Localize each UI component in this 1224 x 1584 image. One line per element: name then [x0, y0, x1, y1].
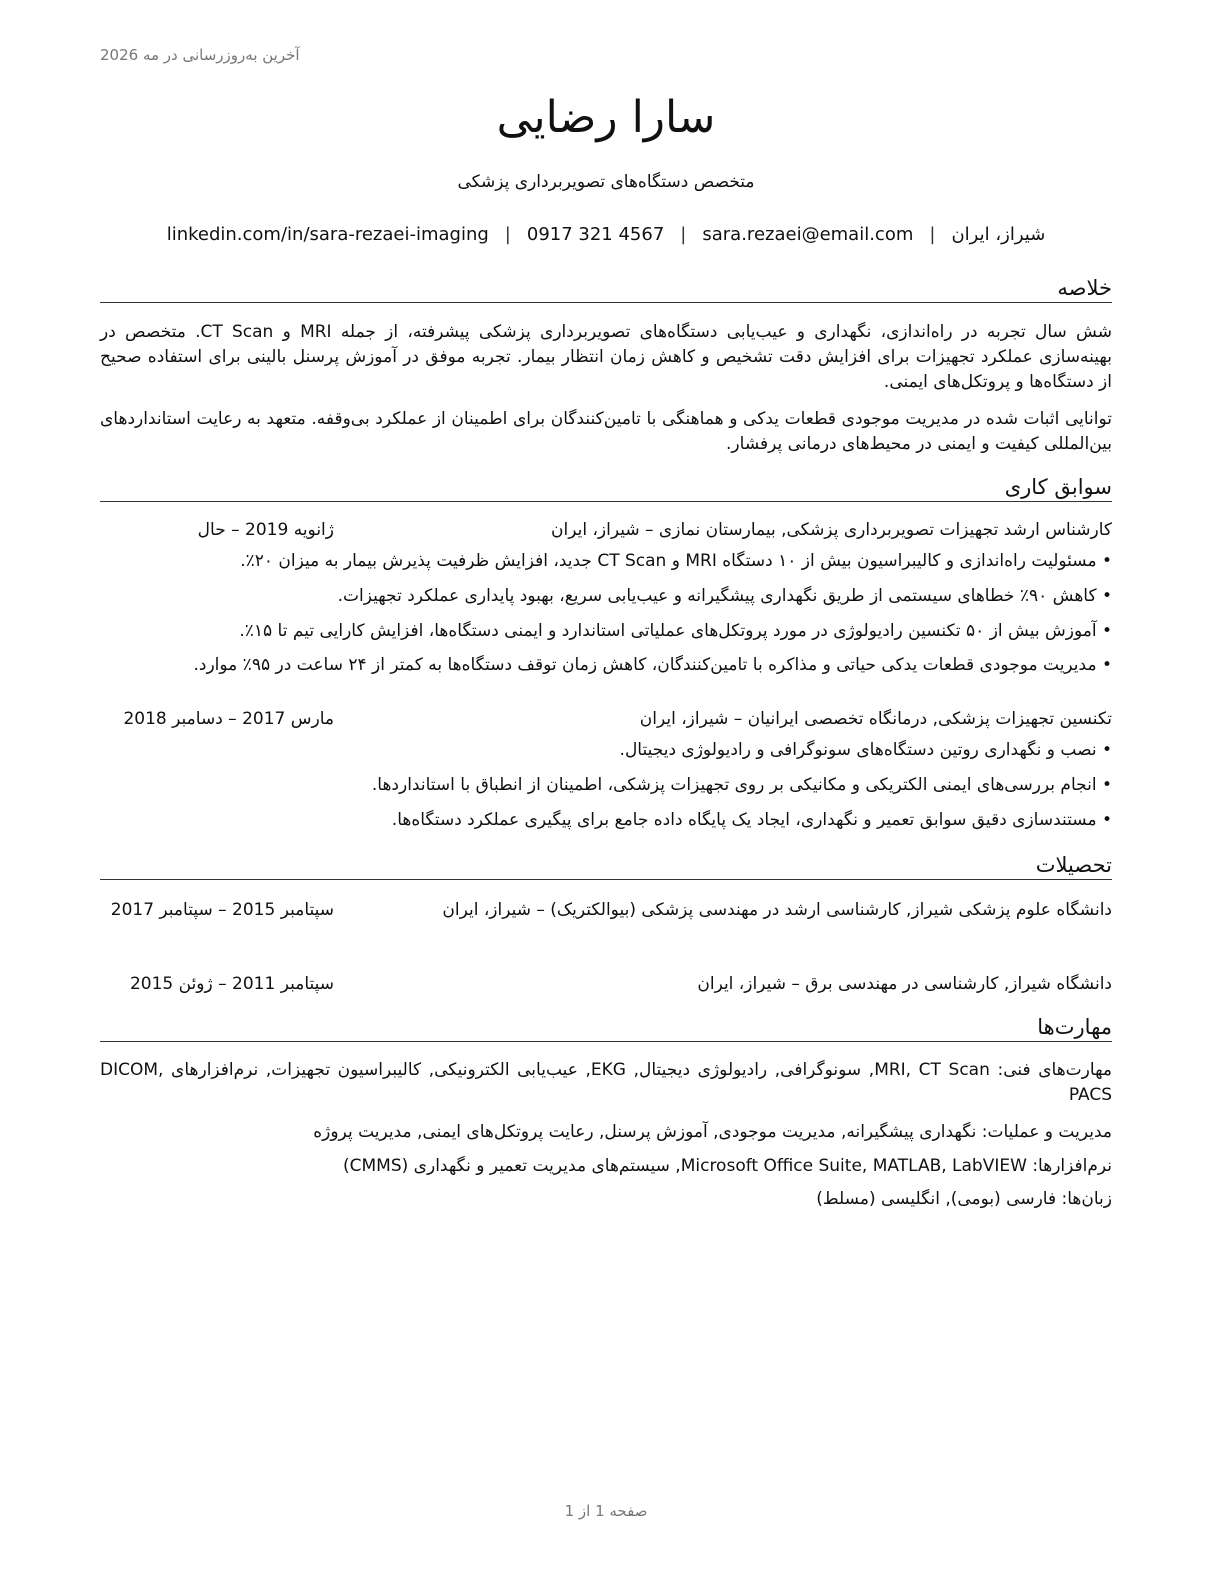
contact-line — [100, 224, 1112, 245]
job-title: تکنسین تجهیزات پزشکی, درمانگاه تخصصی ایرانیان – شیراز، ایران — [639, 709, 1112, 729]
education-dates: سپتامبر 2011 – ژوئن 2015 — [129, 974, 334, 994]
education-heading: تحصیلات — [100, 853, 1112, 880]
job-bullet: • انجام بررسی‌های ایمنی الکتریکی و مکانیکی بر روی تجهیزات پزشکی، اطمینان از انطباق با استانداردها. — [371, 775, 1112, 795]
skills-line: نرم‌افزارها: Microsoft Office Suite, MATLAB, LabVIEW, سیستم‌های مدیریت تعمیر و نگهداری (CMMS) — [343, 1156, 1112, 1176]
resume-page — [100, 0, 1112, 1584]
summary-heading: خلاصه — [100, 276, 1112, 303]
contact-separator: | — [504, 224, 511, 245]
job-bullet: • نصب و نگهداری روتین دستگاه‌های سونوگرافی و رادیولوژی دیجیتال. — [619, 740, 1112, 760]
headline: متخصص دستگاه‌های تصویربرداری پزشکی — [457, 172, 755, 192]
summary-paragraph: توانایی اثبات شده در مدیریت موجودی قطعات یدکی و هماهنگی با تامین‌کنندگان برای اطمینان از عملکرد بی‌وقفه. متعهد به رعایت استانداردهای بین‌المللی کیفیت و ایمنی در محیط‌های درمانی پرفشار. — [100, 409, 1112, 454]
contact-phone[interactable]: 0917 321 4567 — [526, 224, 665, 245]
contact-separator: | — [929, 224, 936, 245]
job-bullet: • مدیریت موجودی قطعات یدکی حیاتی و مذاکره با تامین‌کنندگان، کاهش زمان توقف دستگاه‌ها به کمتر از ۲۴ ساعت در ۹۵٪ موارد. — [193, 655, 1112, 675]
education-dates: سپتامبر 2015 – سپتامبر 2017 — [110, 900, 334, 920]
skills-heading: مهارت‌ها — [100, 1015, 1112, 1042]
person-name: سارا رضایی — [496, 92, 716, 143]
skills-line: مدیریت و عملیات: نگهداری پیشگیرانه, مدیریت موجودی, آموزش پرسنل, رعایت پروتکل‌های ایمنی, مدیریت پروژه — [313, 1122, 1112, 1142]
job-bullet: • مستندسازی دقیق سوابق تعمیر و نگهداری، ایجاد یک پایگاه داده جامع برای پیگیری عملکرد دستگاه‌ها. — [391, 810, 1112, 830]
job-dates: مارس 2017 – دسامبر 2018 — [123, 709, 334, 729]
education-title: دانشگاه شیراز, کارشناسی در مهندسی برق – شیراز، ایران — [697, 974, 1112, 994]
skills-line: مهارت‌های فنی: MRI, CT Scan, سونوگرافی, رادیولوژی دیجیتال, EKG, عیب‌یابی الکترونیکی, کالیبراسیون تجهیزات, نرم‌افزارهای DICOM, PACS — [100, 1060, 1113, 1105]
contact-linkedin[interactable]: linkedin.com/in/sara-rezaei-imaging — [166, 224, 489, 245]
page-number: صفحه 1 از 1 — [564, 1502, 648, 1520]
experience-heading: سوابق کاری — [100, 475, 1112, 502]
contact-separator: | — [680, 224, 687, 245]
last-updated: آخرین به‌روزرسانی در مه 2026 — [100, 46, 300, 64]
contact-email[interactable]: sara.rezaei@email.com — [702, 224, 914, 245]
job-bullet: • آموزش بیش از ۵۰ تکنسین رادیولوژی در مورد پروتکل‌های عملیاتی استاندارد و ایمنی دستگاه‌ها، افزایش کارایی تیم تا ۱۵٪. — [239, 621, 1112, 641]
job-bullet: • مسئولیت راه‌اندازی و کالیبراسیون بیش از ۱۰ دستگاه MRI و CT Scan جدید، افزایش ظرفیت پذیرش بیمار به میزان ۲۰٪. — [240, 551, 1112, 571]
skills-line: زبان‌ها: فارسی (بومی), انگلیسی (مسلط) — [816, 1189, 1112, 1209]
summary-paragraph: شش سال تجربه در راه‌اندازی، نگهداری و عیب‌یابی دستگاه‌های تصویربرداری پزشکی پیشرفته، از جمله MRI و CT Scan. متخصص در بهینه‌سازی عملکرد تجهیزات برای افزایش دقت تشخیص و کاهش زمان انتظار بیمار. تجربه موفق در آموزش پرسنل بالینی برای استفاده صحیح از دستگاه‌ها و پروتکل‌های ایمنی. — [100, 322, 1112, 392]
contact-location: شیراز، ایران — [951, 224, 1046, 245]
job-bullet: • کاهش ۹۰٪ خطاهای سیستمی از طریق نگهداری پیشگیرانه و عیب‌یابی سریع، بهبود پایداری عملکرد تجهیزات. — [337, 586, 1112, 606]
education-title: دانشگاه علوم پزشکی شیراز, کارشناسی ارشد در مهندسی پزشکی (بیوالکتریک) – شیراز، ایران — [442, 900, 1112, 920]
job-title: کارشناس ارشد تجهیزات تصویربرداری پزشکی, بیمارستان نمازی – شیراز، ایران — [551, 520, 1112, 540]
job-dates: ژانویه 2019 – حال — [197, 520, 334, 540]
